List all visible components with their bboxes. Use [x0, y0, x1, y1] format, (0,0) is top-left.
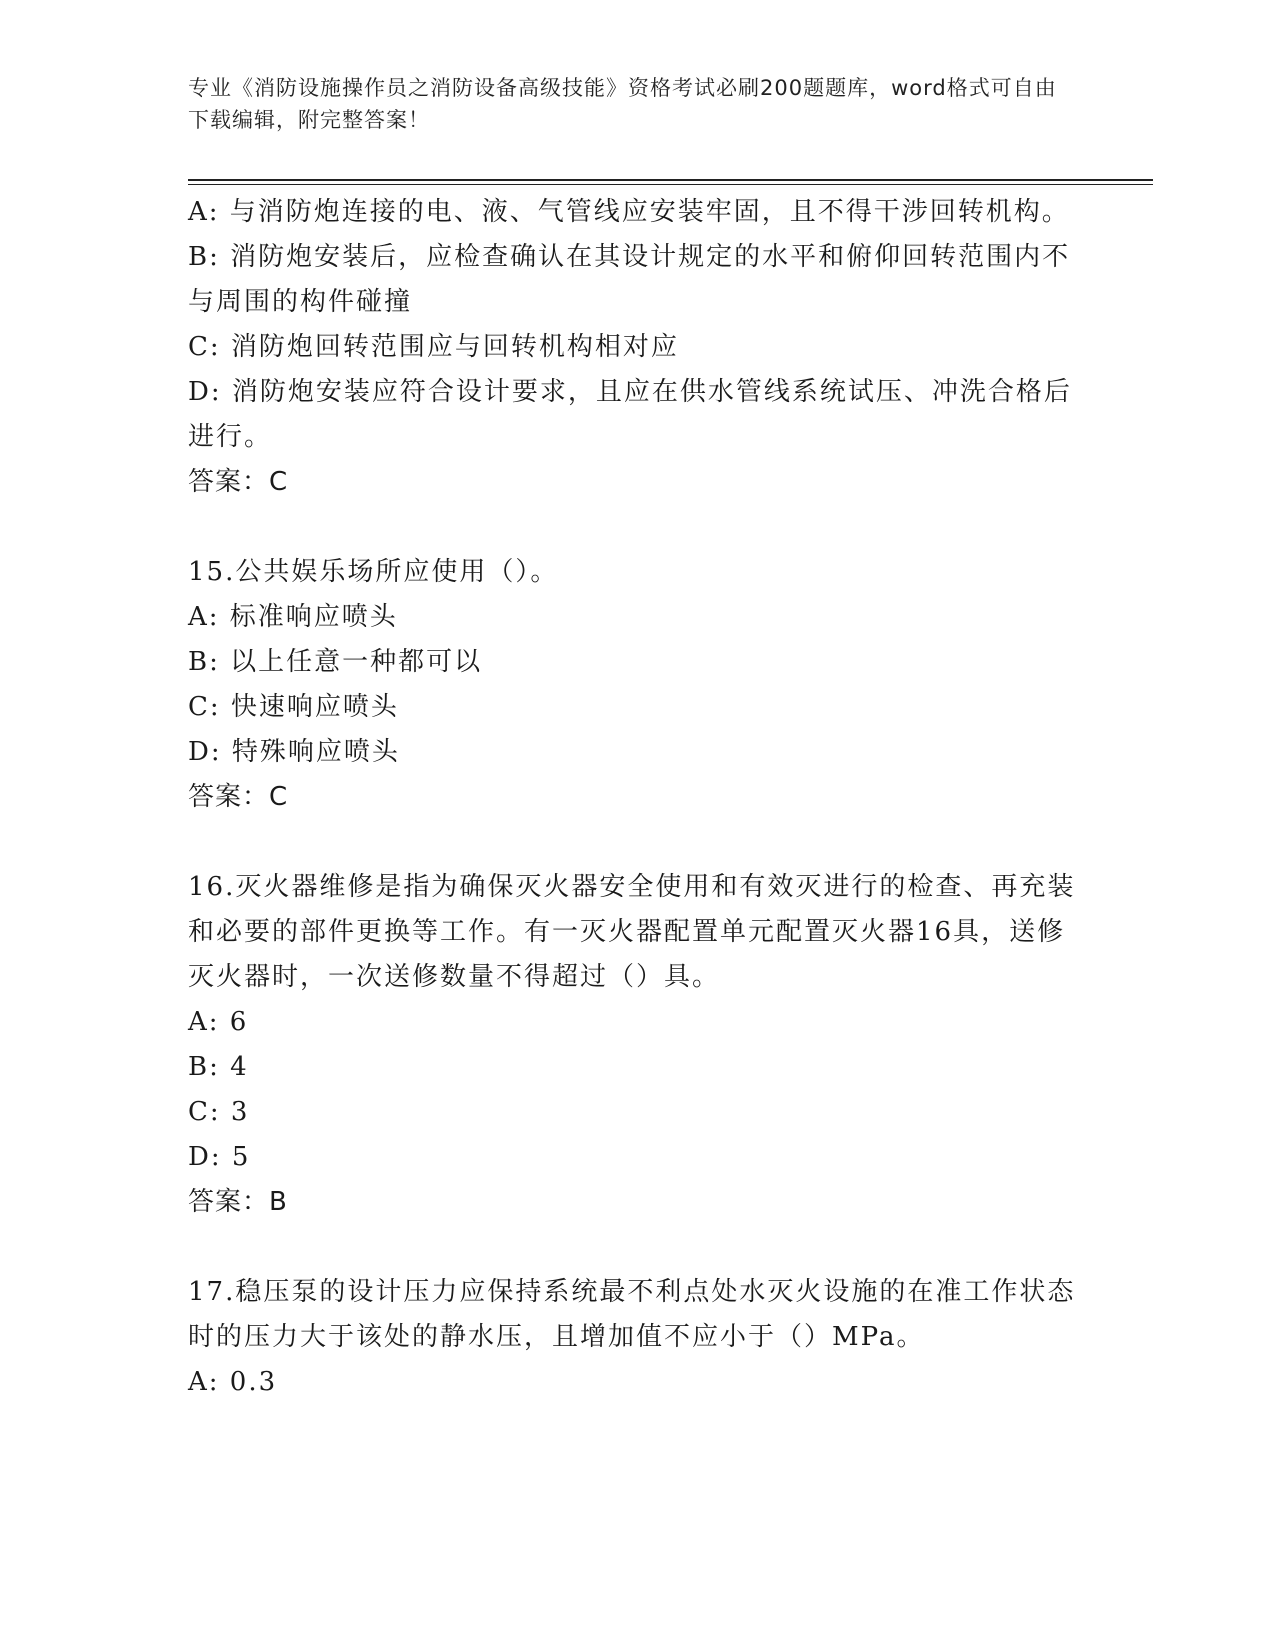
answer: 答案：B — [188, 1187, 288, 1217]
option-a: A: 标准响应喷头 — [188, 602, 398, 632]
option-b: B: 消防炮安装后，应检查确认在其设计规定的水平和俯仰回转范围内不与周围的构件碰撞 — [188, 242, 1071, 317]
option-d: D: 5 — [188, 1142, 251, 1172]
answer: 答案：C — [188, 782, 289, 812]
option-b: B: 4 — [188, 1052, 249, 1082]
answer: 答案：C — [188, 467, 289, 497]
question-text: 16.灭火器维修是指为确保灭火器安全使用和有效灭进行的检查、再充装和必要的部件更换等工作。有一灭火器配置单元配置灭火器16具，送修灭火器时，一次送修数量不得超过（）具。 — [188, 872, 1076, 992]
question-15 — [188, 550, 1078, 820]
question-text: 15.公共娱乐场所应使用（）。 — [188, 557, 559, 587]
question-14 — [188, 190, 1078, 505]
question-text: 17.稳压泵的设计压力应保持系统最不利点处水灭火设施的在准工作状态时的压力大于该处的静水压，且增加值不应小于（）MPa。 — [188, 1277, 1076, 1352]
spacer — [188, 1225, 1078, 1270]
option-d: D: 消防炮安装应符合设计要求，且应在供水管线系统试压、冲洗合格后进行。 — [188, 377, 1072, 452]
document-body — [188, 190, 1078, 1405]
question-16 — [188, 865, 1078, 1225]
spacer — [188, 505, 1078, 550]
header-rule-thick — [188, 179, 1153, 181]
header-rule-thin — [188, 184, 1153, 185]
option-a: A: 6 — [188, 1007, 249, 1037]
option-c: C: 快速响应喷头 — [188, 692, 399, 722]
option-b: B: 以上任意一种都可以 — [188, 647, 483, 677]
option-c: C: 消防炮回转范围应与回转机构相对应 — [188, 332, 679, 362]
option-a: A: 与消防炮连接的电、液、气管线应安装牢固，且不得干涉回转机构。 — [188, 197, 1070, 227]
option-d: D: 特殊响应喷头 — [188, 737, 400, 767]
option-a: A: 0.3 — [188, 1367, 278, 1397]
spacer — [188, 820, 1078, 865]
option-c: C: 3 — [188, 1097, 250, 1127]
question-17 — [188, 1270, 1078, 1405]
document-header: 专业《消防设施操作员之消防设备高级技能》资格考试必刷200题题库，word格式可自由下载编辑，附完整答案！ — [188, 76, 1057, 132]
